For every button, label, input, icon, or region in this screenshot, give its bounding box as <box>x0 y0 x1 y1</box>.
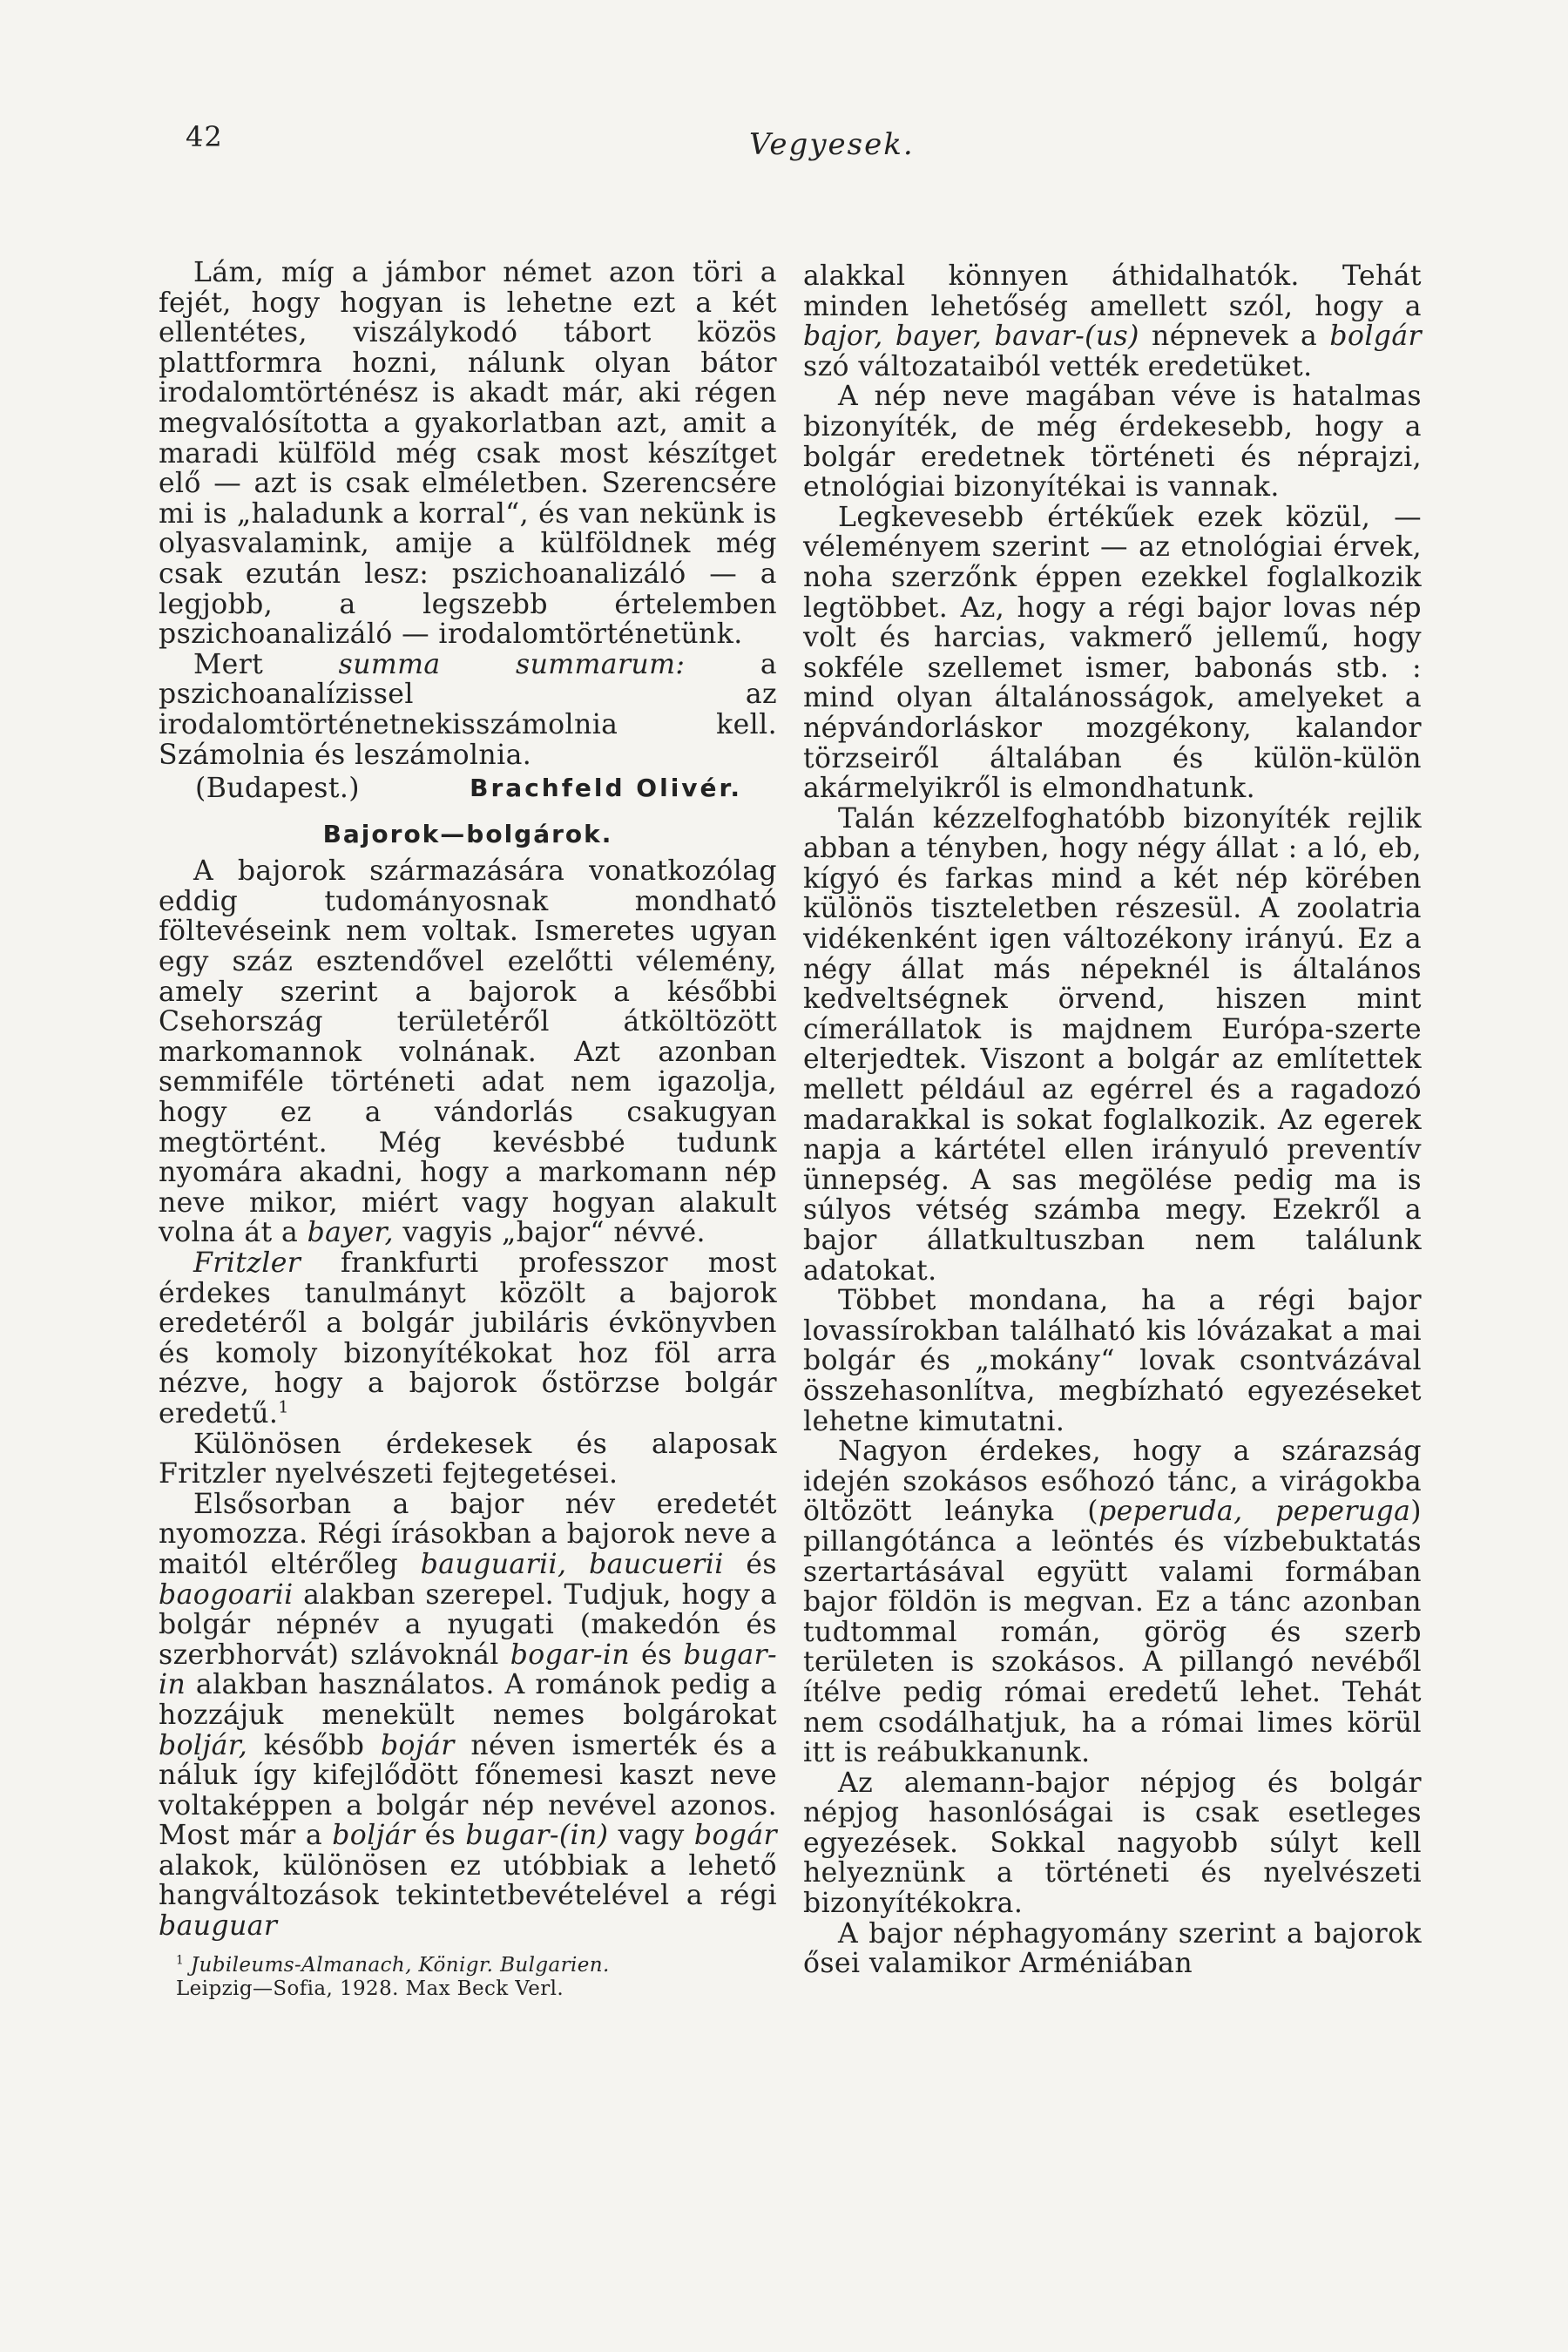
running-head: Vegyesek. <box>749 127 915 162</box>
paragraph-tradition: A bajor néphagyomány szerint a bajorok ősei valamikor Arméniában <box>803 1917 1422 1980</box>
paragraph-continuation: alakkal könnyen áthidalhatók. Tehát minden lehetőség amellett szól, hogy a bajor, bayer, bavar-(us) népnevek a bolgár szó változataiból vették eredetüket. <box>803 260 1422 382</box>
left-column <box>159 258 777 2001</box>
paragraph-folk-law: Az alemann-bajor népjog és bolgár népjog hasonlóságai is csak esetleges egyezések. Sokkal nagyobb súlyt kell helyeznünk a történeti és nyelvészeti bizonyítékokra. <box>803 1767 1422 1920</box>
paragraph-linguistics: Különösen érdekesek és alaposak Fritzler nyelvészeti fejtegetései. <box>159 1428 777 1490</box>
signature-name: Brachfeld Olivér. <box>470 774 742 803</box>
section-title: Bajorok—bolgárok. <box>322 819 613 848</box>
paragraph-bajorok-origin: A bajorok származására vonatkozólag eddig tudományosnak mondható föltevéseink nem voltak. Ismeretes ugyan egy száz esztendővel ezelőtti vélemény, amely szerint a bajorok a későbbi Csehország területéről átköltözött markomannok volnának. Azt azonban semmiféle történeti adat nem igazolja, hogy ez a vándorlás csakugyan megtörtént. Még kevésbbé tudunk nyomára akadni, hogy a markomann nép neve mikor, miért vagy hogyan alakult volna át a bayer, vagyis „bajor“ névvé. <box>159 855 777 1249</box>
page-number: 42 <box>186 120 223 153</box>
paragraph-rain-dance: Nagyon érdekes, hogy a szárazság idején szokásos esőhozó tánc, a virágokba öltözött leányka (peperuda, peperuga) pillangótánca a leöntés és vízbebuktatás szertartásával együtt valami formában bajor földön is megvan. Ez a tánc azonban tudtommal román, görög és szerb területen is szokásos. A pillangó nevéből ítélve pedig római eredetű lehet. Tehát nem csodálhatjuk, ha a római limes körül itt is reábukkanunk. <box>803 1436 1422 1769</box>
paragraph-summa: Mert summa summarum: a pszichoanalízissel az irodalomtörténetnekisszámolnia kell. Számolnia és leszámolnia. <box>159 648 777 771</box>
paragraph-name-origin: Elsősorban a bajor név eredetét nyomozza. Régi írásokban a bajorok neve a maitól eltérőleg bauguarii, baucuerii és baogoarii alakban szerepel. Tudjuk, hogy a bolgár népnév a nyugati (makedón és szerbhorvát) szlávoknál bogar-in és bugar-in alakban használatos. A románok pedig a hozzájuk menekült nemes bolgárokat boljár, később bojár néven ismerték és a náluk így kifejlődött főnemesi kaszt neve voltaképpen a bolgár nép nevével azonos. Most már a boljár és bugar-(in) vagy bogár alakok, különösen ez utóbbiak a lehető hangváltozások tekintetbevételével a régi bauguar <box>159 1488 778 1943</box>
footnote: $^1$ Jubileums-Almanach, Königr. Bulgarien. Leipzig—Sofia, 1928. Max Beck Verl. <box>159 1954 777 2001</box>
footnote-reference: 1 <box>278 1397 289 1417</box>
paragraph-nep-neve: A nép neve magában véve is hatalmas bizonyíték, de még érdekesebb, hogy a bolgár eredetnek történeti és néprajzi, etnológiai bizonyítékai is vannak. <box>803 381 1422 504</box>
paragraph-horse-graves: Többet mondana, ha a régi bajor lovassírokban található kis lóvázakat a mai bolgár és „mokány“ lovak csontvázával összehasonlítva, megbízható egyezéseket lehetne kimutatni. <box>803 1285 1422 1437</box>
paragraph-psychoanalysis: Lám, míg a jámbor német azon töri a fejét, hogy hogyan is lehetne ezt a két ellentétes, viszálykodó tábort közös plattformra hozni, nálunk olyan bátor irodalomtörténész is akadt már, aki régen megvalósította a gyakorlatban azt, amit a maradi külföld még csak most készítget elő — azt is csak elméletben. Szerencsére mi is „haladunk a korral“, és van nekünk is olyasvalamink, amije a külföldnek még csak ezután lesz: pszichoanalizáló — a legjobb, a legszebb értelemben pszichoanalizáló — irodalomtörténetünk. <box>159 257 777 651</box>
paragraph-animals: Talán kézzelfoghatóbb bizonyíték rejlik abban a tényben, hogy négy állat : a ló, eb, kígyó és farkas mind a két nép körében különös tiszteletben részesül. A zoolatria vidékenként igen változékony irányú. Ez a négy állat más népeknél is általános kedveltségnek örvend, hiszen mint címerállatok is majdnem Európa-szerte elterjedtek. Viszont a bolgár az említettek mellett például az egérrel és a ragadozó madarakkal is sokat foglalkozik. Az egerek napja a kártétel ellen irányuló preventív ünnepség. A sas megölése pedig ma is súlyos vétség számba megy. Ezekről a bajor állatkultuszban nem találunk adatokat. <box>803 802 1422 1287</box>
footnote-publisher: Leipzig—Sofia, 1928. Max Beck Verl. <box>176 1977 564 2000</box>
paragraph-ethnological: Legkevesebb értékűek ezek közül, — véleményem szerint — az etnológiai érvek, noha szerzőnk éppen ezekkel foglalkozik legtöbbet. Az, hogy a régi bajor lovas nép volt és harcias, vakmerő jellemű, hogy sokféle szellemet ismer, babonás stb. : mind olyan általánosságok, amelyeket a népvándorláskor mozgékony, kalandor törzseiről általában és külön-külön akármelyikről is elmondhatunk. <box>803 501 1422 805</box>
paragraph-fritzler: Fritzler frankfurti professzor most érdekes tanulmányt közölt a bajorok eredetéről a bolgár jubiláris évkönyvben és komoly bizonyítékokat hoz föl arra nézve, hogy a bajorok őstörzse bolgár eredetű.$^1$ <box>159 1247 777 1429</box>
footnote-title: Jubileums-Almanach, Königr. Bulgarien. <box>190 1953 610 1977</box>
signature-place: (Budapest.) <box>195 773 361 805</box>
signature-line <box>159 774 777 804</box>
right-column <box>803 261 1422 1979</box>
